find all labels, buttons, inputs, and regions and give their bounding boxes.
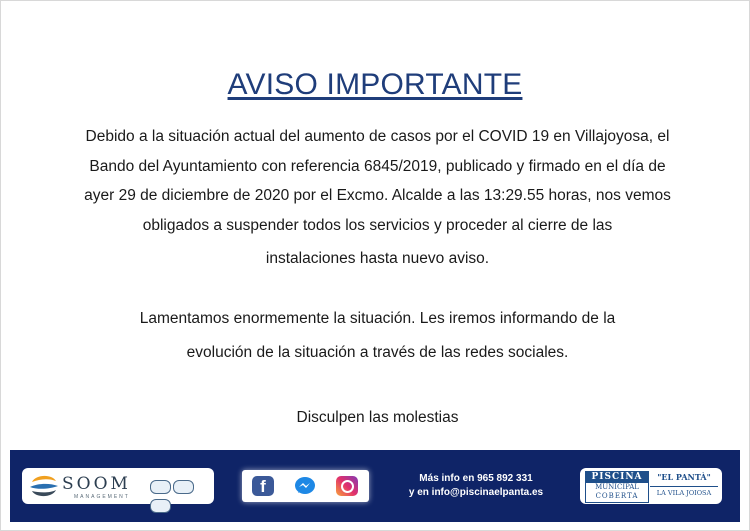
notice-title: AVISO IMPORTANTE [227,68,523,101]
notice-line: evolución de la situación a través de las redes sociales. [186,344,569,361]
soom-swirl-icon [28,472,60,500]
notice-paragraph-1 [40,122,715,274]
soom-badges [150,480,214,518]
piscina-logo-left [585,471,649,503]
piscina-logo-middle: MUNICIPAL [595,483,639,491]
soom-logo [22,468,214,504]
piscina-logo-right-bottom: LA VILA JOIOSA [650,486,718,497]
footer-banner [10,450,740,522]
contact-info [386,472,566,500]
badge-icon [150,499,171,513]
badge-icon [150,480,171,494]
contact-phone: Más info en 965 892 331 [419,473,533,484]
notice-line: Lamentamos enormemente la situación. Les iremos informando de la [139,310,616,327]
piscina-logo-bottom: COBERTA [595,492,639,500]
badge-icon [173,480,194,494]
piscina-logo-top: PISCINA [586,472,648,483]
notice-paragraph-2 [40,302,715,370]
notice-line: obligados a suspender todos los servicios y proceder al cierre de las [142,216,613,234]
piscina-logo-right-top: "EL PANTÀ" [657,472,711,482]
notice-line: Bando del Ayuntamiento con referencia 6845/2019, publicado y firmado en el día de [89,157,666,175]
messenger-icon[interactable] [294,476,316,496]
instagram-icon[interactable] [336,476,358,496]
soom-tagline: MANAGEMENT [74,494,130,500]
contact-email: y en info@piscinaelpanta.es [408,487,544,498]
piscina-logo [580,468,722,504]
piscina-logo-right [650,471,718,501]
notice-line: instalaciones hasta nuevo aviso. [265,250,490,267]
facebook-icon[interactable]: f [252,476,274,496]
social-icons-box [242,470,369,502]
notice-line: ayer 29 de diciembre de 2020 por el Excmo. Alcalde a las 13:29.55 horas, nos vemos [84,187,671,204]
notice-line: Debido a la situación actual del aumento de casos por el COVID 19 en Villajoyosa, el [85,128,670,145]
soom-wordmark: SOOM [62,474,131,494]
notice-closing: Disculpen las molestias [296,409,459,426]
